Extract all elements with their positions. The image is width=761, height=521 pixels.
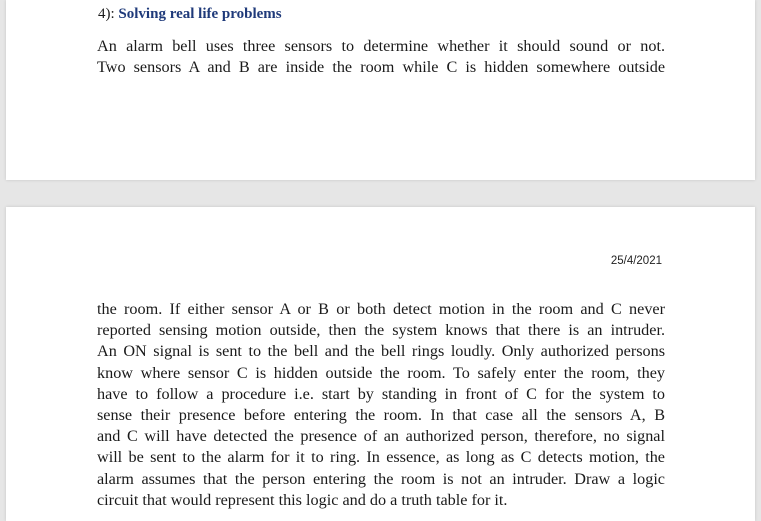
text-line: circuit that would represent this logic and do a truth table for it. <box>97 490 508 509</box>
document-page-1 <box>6 0 755 180</box>
text-line: the room. If either sensor A or B or both detect motion in the room and C never <box>97 300 665 318</box>
problem-paragraph-start <box>97 36 665 78</box>
page-date: 25/4/2021 <box>610 255 662 267</box>
text-line: have to follow a procedure i.e. start by standing in front of C for the system to <box>97 384 665 403</box>
text-line: An alarm bell uses three sensors to determine whether it should sound or not. <box>97 37 665 55</box>
question-heading <box>98 5 282 23</box>
document-page-2 <box>6 207 755 521</box>
text-line: sense their presence before entering the room. In that case all the sensors A, B <box>97 406 665 425</box>
text-line: reported sensing motion outside, then the system knows that there is an intruder. <box>97 321 665 340</box>
text-line: and C will have detected the presence of an authorized person, therefore, no signal <box>97 427 665 446</box>
question-number: 4): <box>98 6 115 22</box>
text-line: alarm assumes that the person entering the room is not an intruder. Draw a logic <box>97 469 665 488</box>
text-line: will be sent to the alarm for it to ring. In essence, as long as C detects motion, the <box>97 448 665 467</box>
problem-paragraph-continued <box>97 299 665 511</box>
text-line: Two sensors A and B are inside the room while C is hidden somewhere outside <box>97 58 665 77</box>
text-line: know where sensor C is hidden outside the room. To safely enter the room, they <box>97 363 665 382</box>
question-title: Solving real life problems <box>118 6 282 22</box>
text-line: An ON signal is sent to the bell and the bell rings loudly. Only authorized persons <box>97 342 665 361</box>
